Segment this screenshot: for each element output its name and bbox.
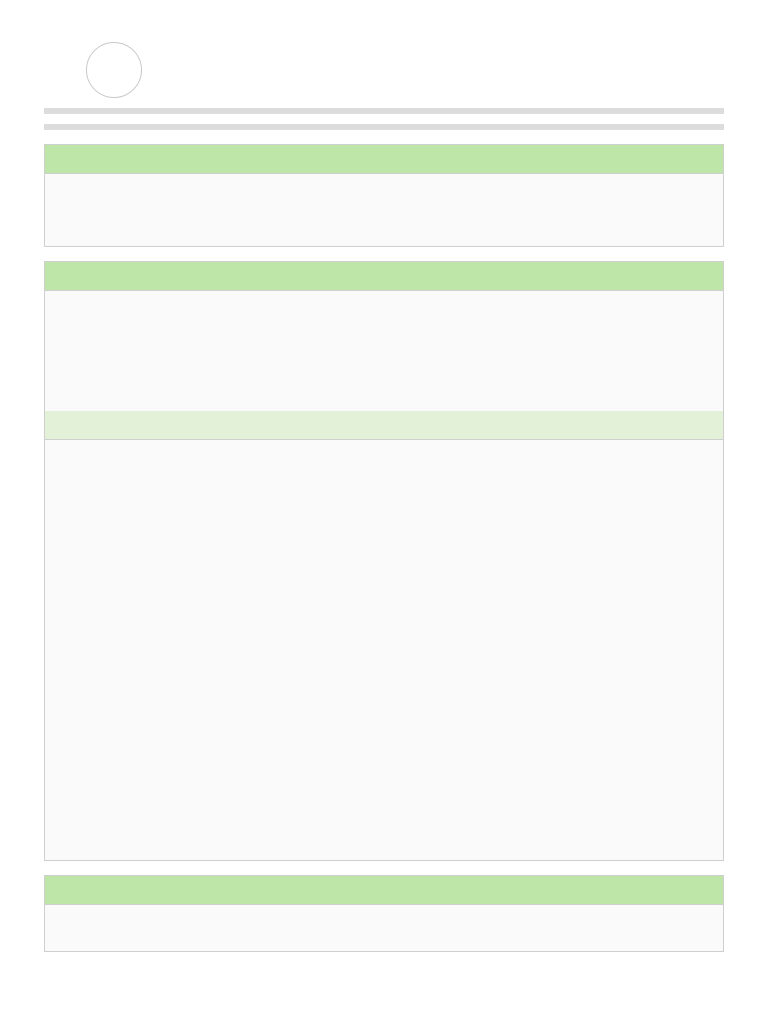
methodology-table-placeholder: [44, 261, 724, 861]
section-band-placeholder: [45, 262, 723, 291]
logo-placeholder: [86, 42, 142, 98]
moments-table-placeholder: [44, 875, 724, 952]
section-body-placeholder: [45, 905, 723, 951]
section-band-placeholder: [45, 876, 723, 905]
text-line-placeholder: [44, 124, 724, 130]
text-line-placeholder: [44, 108, 724, 114]
header-band-placeholder: [45, 145, 723, 174]
section-band-placeholder: [45, 411, 723, 440]
section-body-placeholder: [45, 440, 723, 860]
section-body-placeholder: [45, 291, 723, 411]
header-body-placeholder: [45, 174, 723, 246]
header-table-placeholder: [44, 144, 724, 247]
